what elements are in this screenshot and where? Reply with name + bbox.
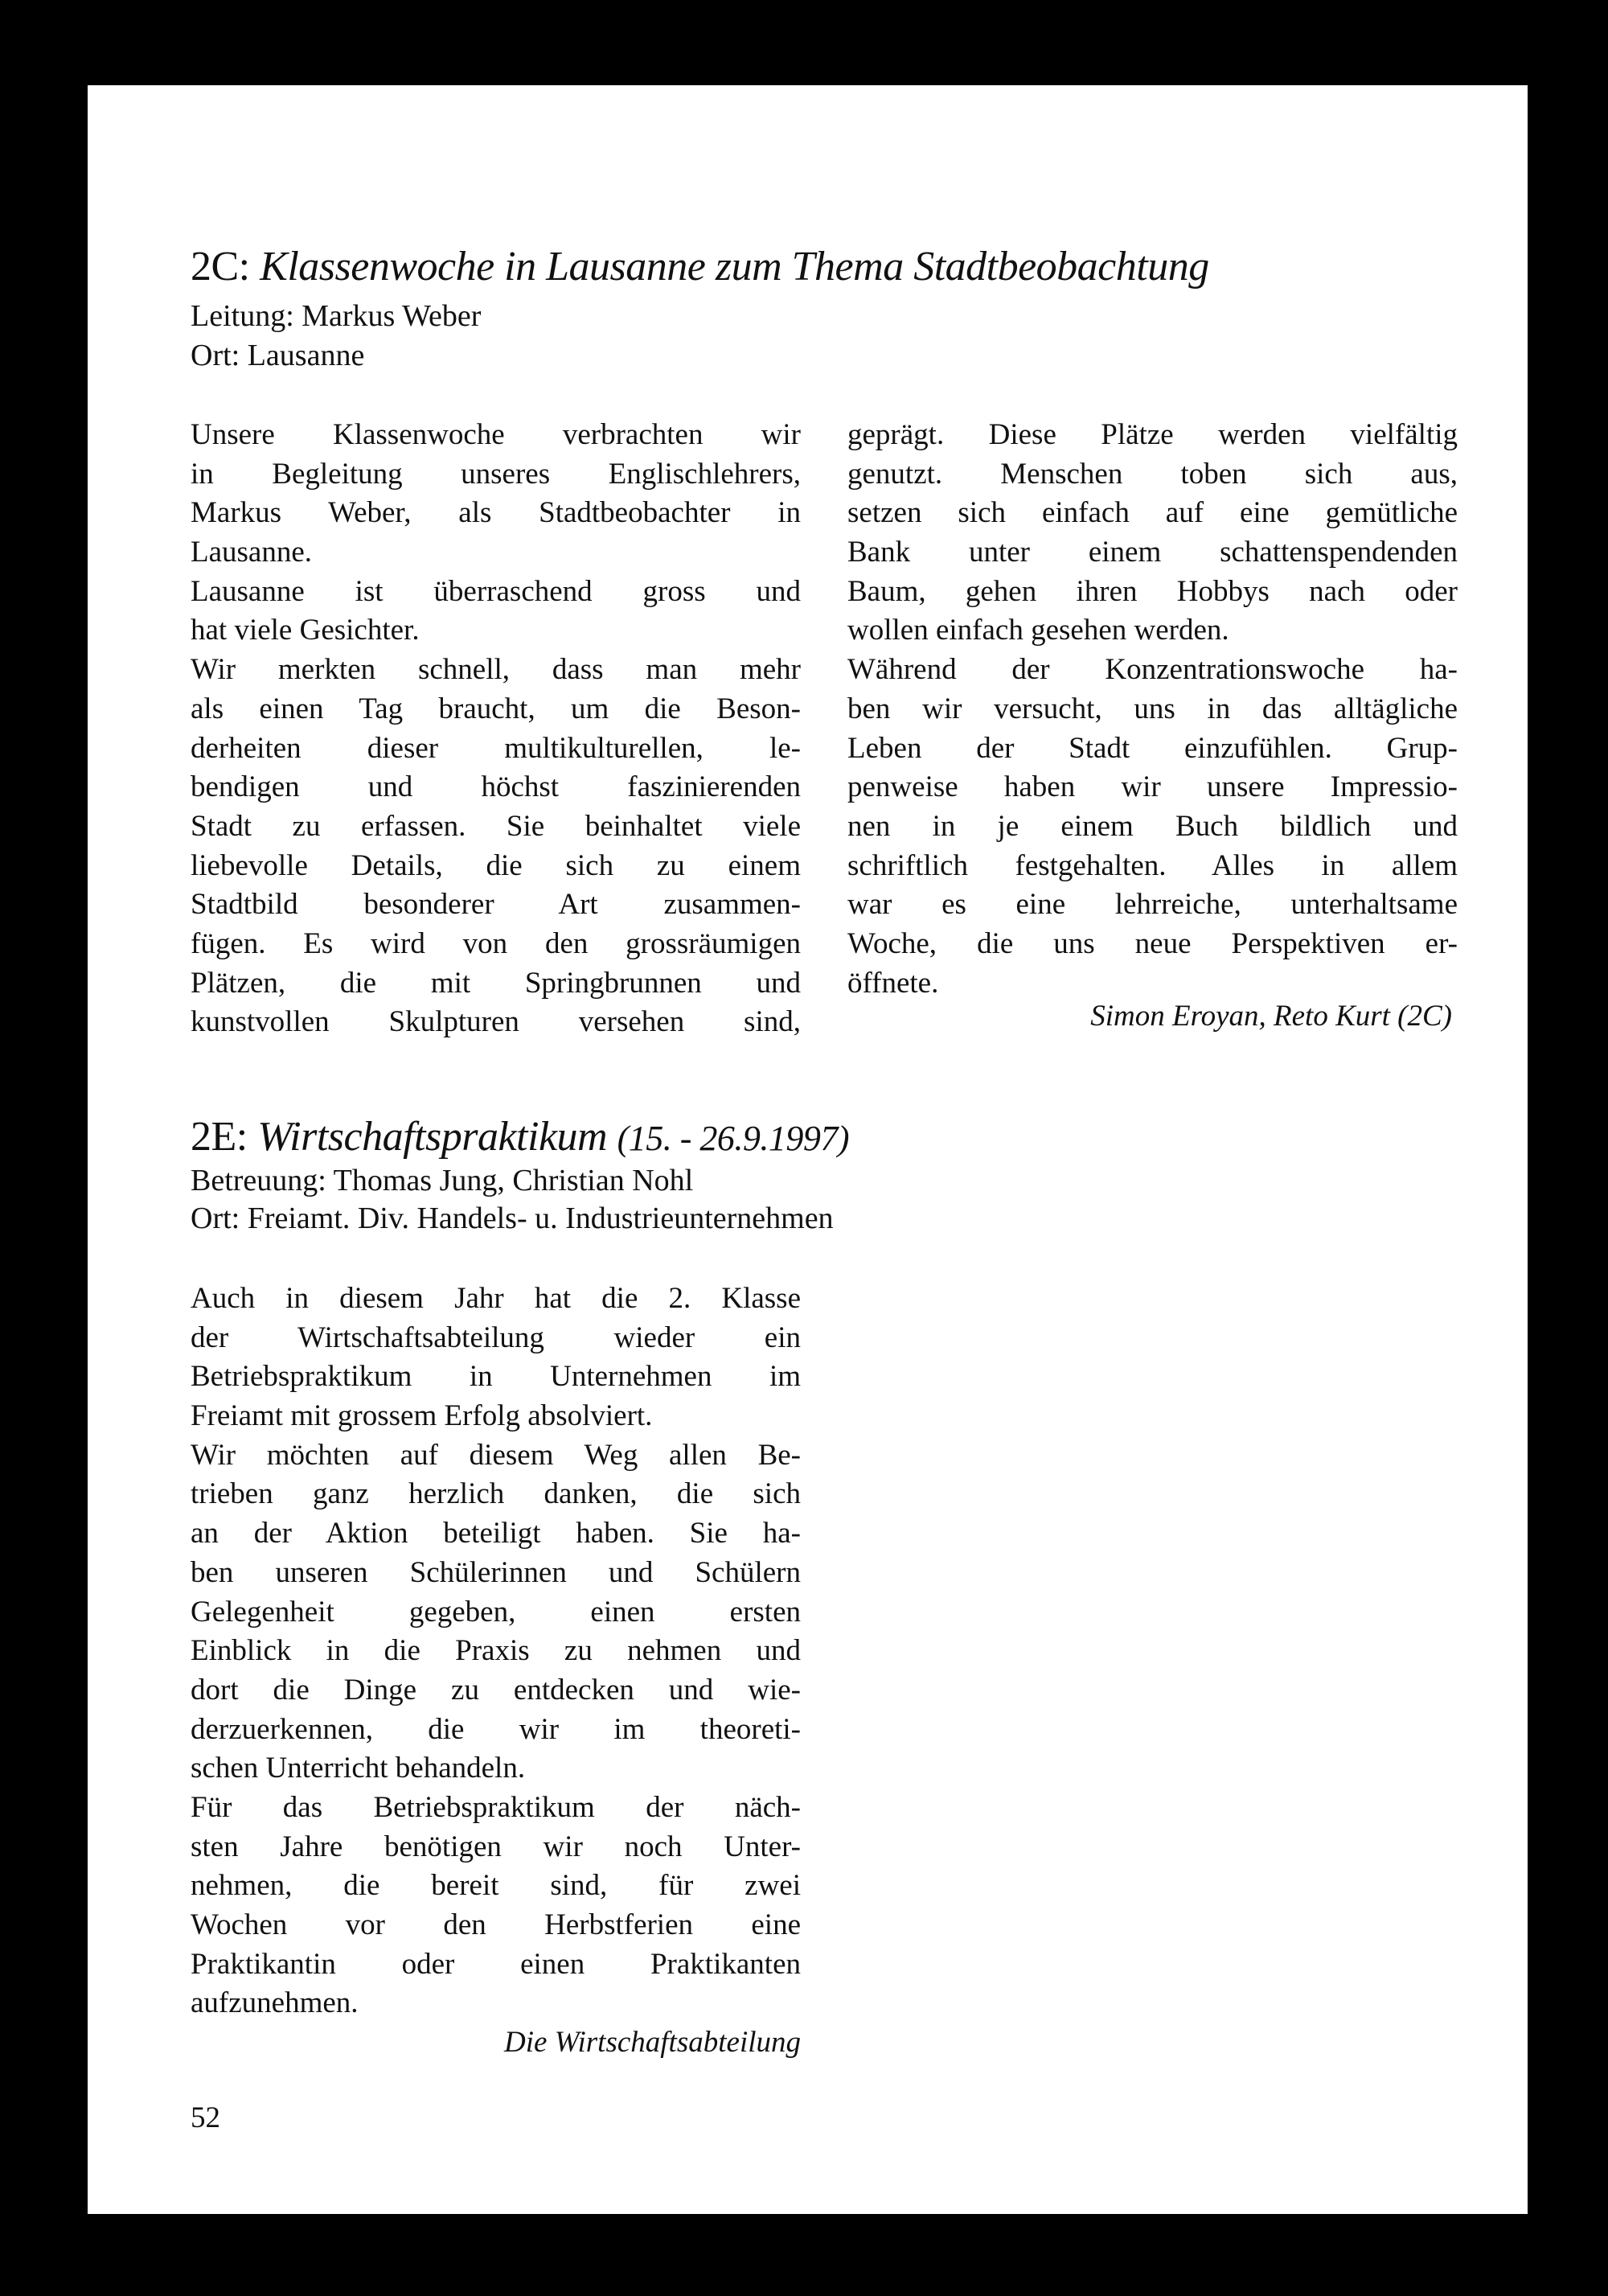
text-line: Wir möchten auf diesem Weg allen Be- [191, 1438, 801, 1472]
section-2c-heading [191, 243, 1209, 290]
text-line: Einblick in die Praxis zu nehmen und [191, 1634, 801, 1668]
text-line: Gelegenheit gegeben, einen ersten [191, 1595, 801, 1629]
section-2e-signature: Die Wirtschaftsabteilung [504, 2026, 801, 2059]
text-line: Stadt zu erfassen. Sie beinhaltet viele [191, 809, 801, 843]
section-2c-prefix: 2C: [191, 244, 250, 290]
text-line: geprägt. Diese Plätze werden vielfältig [847, 418, 1458, 451]
section-2e-dates: (15. - 26.9.1997) [617, 1119, 850, 1158]
text-line: Markus Weber, als Stadtbeobachter in [191, 496, 801, 530]
text-line: ben unseren Schülerinnen und Schülern [191, 1555, 801, 1589]
section-2e-place: Ort: Freiamt. Div. Handels- u. Industrieunternehmen [191, 1201, 834, 1235]
section-2c-place: Ort: Lausanne [191, 339, 365, 372]
section-2e-heading [191, 1113, 849, 1160]
document-page [88, 85, 1528, 2214]
section-2c-signature: Simon Eroyan, Reto Kurt (2C) [1090, 1000, 1452, 1033]
text-line: aufzunehmen. [191, 1986, 359, 2020]
text-line: liebevolle Details, die sich zu einem [191, 848, 801, 882]
text-line: in Begleitung unseres Englischlehrers, [191, 457, 801, 491]
text-line: Stadtbild besonderer Art zusammen- [191, 888, 801, 922]
text-line: Wir merkten schnell, dass man mehr [191, 653, 801, 687]
text-line: derzuerkennen, die wir im theoreti- [191, 1712, 801, 1746]
section-2e-lead: Betreuung: Thomas Jung, Christian Nohl [191, 1164, 694, 1197]
text-line: Baum, gehen ihren Hobbys nach oder [847, 574, 1458, 608]
text-line: ben wir versucht, uns in das alltägliche [847, 692, 1458, 725]
text-line: genutzt. Menschen toben sich aus, [847, 457, 1458, 491]
text-line: wollen einfach gesehen werden. [847, 614, 1229, 647]
text-line: Lausanne. [191, 536, 313, 569]
text-line: schen Unterricht behandeln. [191, 1752, 526, 1785]
text-line: trieben ganz herzlich danken, die sich [191, 1477, 801, 1511]
section-2c-column-left [191, 416, 801, 1042]
text-line: hat viele Gesichter. [191, 614, 420, 647]
text-line: Betriebspraktikum in Unternehmen im [191, 1360, 801, 1394]
section-2e-title: Wirtschaftspraktikum [257, 1114, 608, 1160]
text-line: fügen. Es wird von den grossräumigen [191, 926, 801, 960]
text-line: Woche, die uns neue Perspektiven er- [847, 926, 1458, 960]
text-line: Unsere Klassenwoche verbrachten wir [191, 418, 801, 451]
text-line: Plätzen, die mit Springbrunnen und [191, 966, 801, 1000]
text-line: Auch in diesem Jahr hat die 2. Klasse [191, 1282, 801, 1315]
text-line: Freiamt mit grossem Erfolg absolviert. [191, 1399, 653, 1433]
text-line: Praktikantin oder einen Praktikanten [191, 1947, 801, 1981]
text-line: an der Aktion beteiligt haben. Sie ha- [191, 1517, 801, 1551]
text-line: Bank unter einem schattenspendenden [847, 536, 1458, 569]
text-line: war es eine lehrreiche, unterhaltsame [847, 888, 1458, 922]
text-line: derheiten dieser multikulturellen, le- [191, 731, 801, 765]
section-2c-column-right [847, 416, 1458, 1003]
text-line: Für das Betriebspraktikum der näch- [191, 1790, 801, 1824]
page-number: 52 [191, 2101, 220, 2134]
text-line: Wochen vor den Herbstferien eine [191, 1908, 801, 1941]
text-line: Leben der Stadt einzufühlen. Grup- [847, 731, 1458, 765]
text-line: öffnete. [847, 966, 939, 1000]
text-line: penweise haben wir unsere Impressio- [847, 770, 1458, 804]
text-line: kunstvollen Skulpturen versehen sind, [191, 1005, 801, 1039]
section-2c-lead: Leitung: Markus Weber [191, 299, 482, 333]
text-line: als einen Tag braucht, um die Beson- [191, 692, 801, 725]
text-line: setzen sich einfach auf eine gemütliche [847, 496, 1458, 530]
text-line: dort die Dinge zu entdecken und wie- [191, 1673, 801, 1707]
text-line: nen in je einem Buch bildlich und [847, 809, 1458, 843]
text-line: schriftlich festgehalten. Alles in allem [847, 848, 1458, 882]
text-line: bendigen und höchst faszinierenden [191, 770, 801, 804]
section-2e-column [191, 1279, 801, 2023]
section-2e-prefix: 2E: [191, 1114, 248, 1160]
text-line: der Wirtschaftsabteilung wieder ein [191, 1321, 801, 1354]
text-line: sten Jahre benötigen wir noch Unter- [191, 1830, 801, 1863]
text-line: nehmen, die bereit sind, für zwei [191, 1869, 801, 1903]
section-2c-title: Klassenwoche in Lausanne zum Thema Stadtbeobachtung [260, 244, 1209, 290]
text-line: Lausanne ist überraschend gross und [191, 574, 801, 608]
text-line: Während der Konzentrationswoche ha- [847, 653, 1458, 687]
